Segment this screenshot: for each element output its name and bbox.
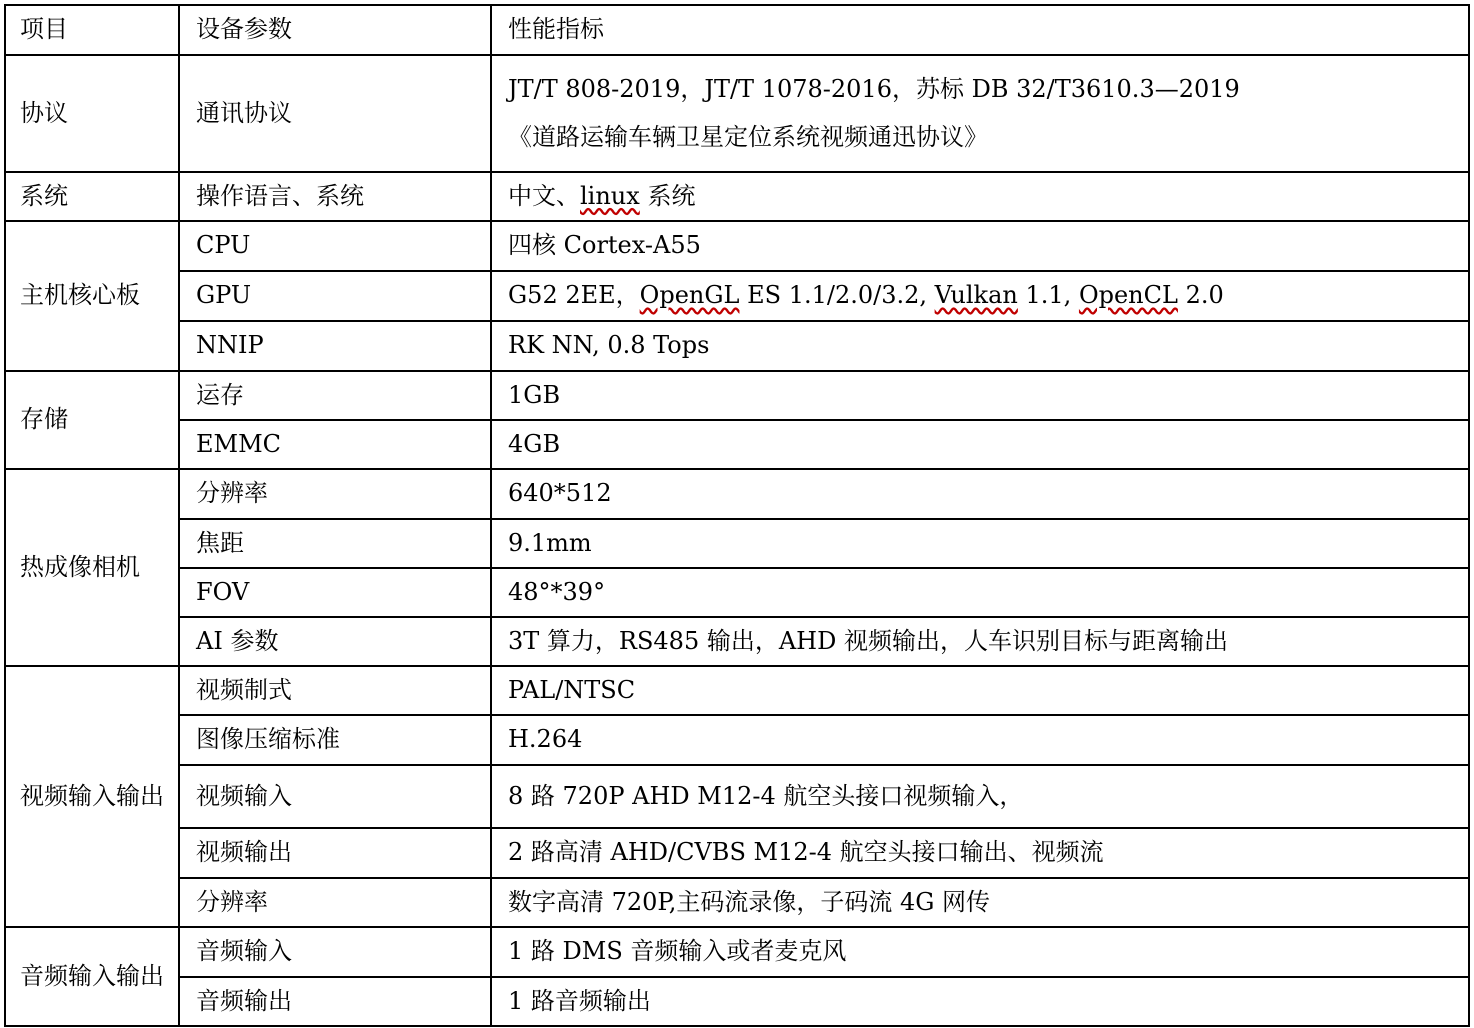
table-row: [5, 666, 1469, 715]
table-row: [5, 271, 1469, 321]
spec-value: H.264: [491, 715, 1469, 765]
table-row: [5, 371, 1469, 420]
header-spec: 性能指标: [491, 5, 1469, 55]
param-label: GPU: [179, 271, 491, 321]
table-row: [5, 617, 1469, 666]
category-audio-io: 音频输入输出: [5, 927, 179, 1026]
table-row: [5, 221, 1469, 271]
param-label: 运存: [179, 371, 491, 420]
table-row: [5, 420, 1469, 469]
spellcheck-word: OpenCL: [1078, 281, 1178, 310]
spec-value: 数字高清 720P,主码流录像，子码流 4G 网传: [491, 878, 1469, 927]
text-segment: 1.1,: [1017, 281, 1079, 310]
param-label: CPU: [179, 221, 491, 271]
table-row: [5, 715, 1469, 765]
spec-value: 3T 算力，RS485 输出，AHD 视频输出，人车识别目标与距离输出: [491, 617, 1469, 666]
category-thermal-camera: 热成像相机: [5, 469, 179, 666]
param-label: 音频输出: [179, 977, 491, 1026]
spec-value: 1GB: [491, 371, 1469, 420]
category-protocol: 协议: [5, 55, 179, 172]
category-system: 系统: [5, 172, 179, 221]
category-core-board: 主机核心板: [5, 221, 179, 371]
text-segment: 中文、: [508, 181, 580, 210]
spellcheck-word: linux: [580, 181, 640, 210]
text-segment: G52 2EE，: [508, 281, 640, 310]
param-label: 分辨率: [179, 878, 491, 927]
text-segment: 系统: [639, 181, 696, 210]
spec-value: 9.1mm: [491, 519, 1469, 568]
spellcheck-word: OpenGL: [639, 281, 740, 310]
spec-value: RK NN, 0.8 Tops: [491, 321, 1469, 371]
table-row: [5, 321, 1469, 371]
param-label: 分辨率: [179, 469, 491, 519]
table-row: [5, 977, 1469, 1026]
spec-value: 四核 Cortex-A55: [491, 221, 1469, 271]
param-label: AI 参数: [179, 617, 491, 666]
table-row: [5, 172, 1469, 221]
spec-value: 1 路音频输出: [491, 977, 1469, 1026]
table-row: [5, 55, 1469, 172]
param-label: NNIP: [179, 321, 491, 371]
spec-value: 4GB: [491, 420, 1469, 469]
table-row: [5, 765, 1469, 828]
table-row: [5, 469, 1469, 519]
text-segment: ES 1.1/2.0/3.2,: [739, 281, 935, 310]
spec-value: [491, 55, 1469, 172]
param-label: 视频制式: [179, 666, 491, 715]
spec-value: 48°*39°: [491, 568, 1469, 617]
spec-value: 640*512: [491, 469, 1469, 519]
spec-value: [491, 172, 1469, 221]
param-label: 音频输入: [179, 927, 491, 977]
category-storage: 存储: [5, 371, 179, 469]
category-video-io: 视频输入输出: [5, 666, 179, 927]
table-row: [5, 828, 1469, 878]
param-label: EMMC: [179, 420, 491, 469]
table-row: [5, 519, 1469, 568]
table-row: [5, 878, 1469, 927]
param-label: 通讯协议: [179, 55, 491, 172]
spec-value: [491, 271, 1469, 321]
spec-value: PAL/NTSC: [491, 666, 1469, 715]
table-row: [5, 568, 1469, 617]
header-row: [5, 5, 1469, 55]
spec-value: 8 路 720P AHD M12-4 航空头接口视频输入，: [491, 765, 1469, 828]
param-label: 焦距: [179, 519, 491, 568]
spec-value: 1 路 DMS 音频输入或者麦克风: [491, 927, 1469, 977]
param-label: FOV: [179, 568, 491, 617]
protocol-line-2: 《道路运输车辆卫星定位系统视频通迅协议》: [508, 122, 988, 151]
header-item: 项目: [5, 5, 179, 55]
spec-value: 2 路高清 AHD/CVBS M12-4 航空头接口输出、视频流: [491, 828, 1469, 878]
spellcheck-word: Vulkan: [934, 281, 1018, 310]
param-label: 视频输出: [179, 828, 491, 878]
param-label: 视频输入: [179, 765, 491, 828]
table-row: [5, 927, 1469, 977]
header-param: 设备参数: [179, 5, 491, 55]
protocol-line-1: JT/T 808-2019，JT/T 1078-2016，苏标 DB 32/T3610.3—2019: [508, 74, 1240, 103]
param-label: 操作语言、系统: [179, 172, 491, 221]
param-label: 图像压缩标准: [179, 715, 491, 765]
text-segment: 2.0: [1177, 281, 1224, 310]
spec-table: [4, 4, 1470, 1027]
